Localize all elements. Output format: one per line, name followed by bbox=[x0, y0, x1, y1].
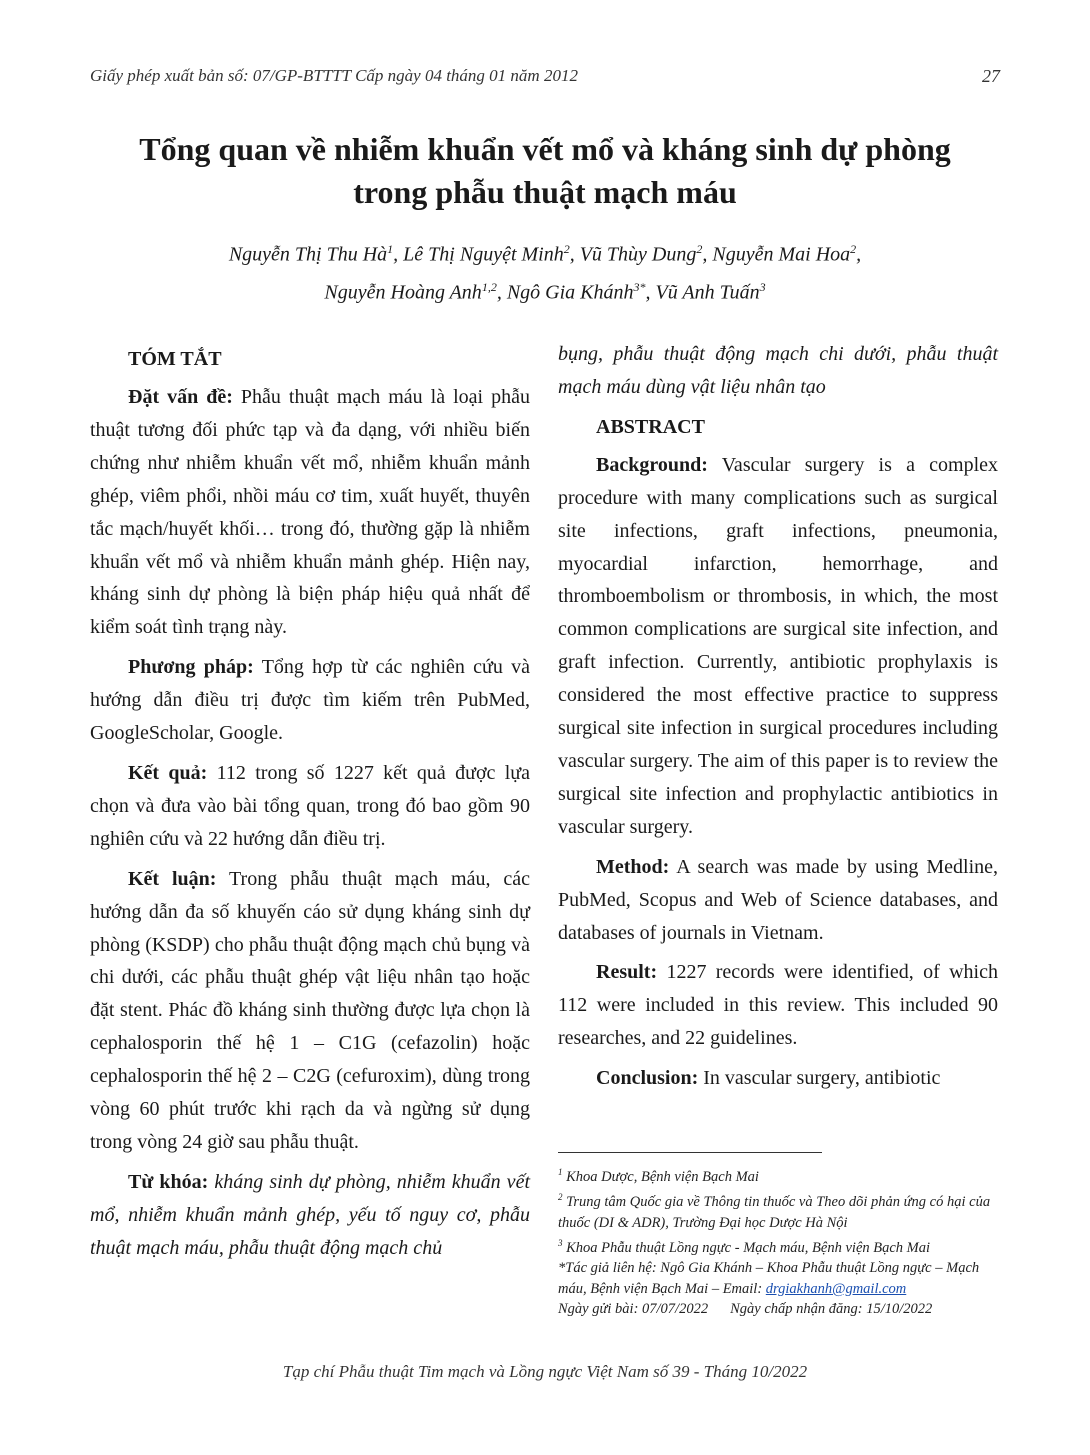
vi-result-text: 112 trong số 1227 kết quả được lựa chọn và đưa vào bài tổng quan, trong đó bao gồm 90 nghiên cứu và 22 hướng dẫn điều trị. bbox=[90, 761, 531, 850]
vi-result-label: Kết quả: bbox=[128, 761, 208, 784]
journal-footer: Tạp chí Phẫu thuật Tim mạch và Lồng ngực Việt Nam số 39 - Tháng 10/2022 bbox=[282, 1362, 808, 1381]
vi-keywords-continued: bụng, phẫu thuật động mạch chi dưới, phẫu thuật mạch máu dùng vật liệu nhân tạo bbox=[558, 343, 998, 398]
footnotes bbox=[558, 1162, 1008, 1320]
footnote-1-text: Khoa Dược, Bệnh viện Bạch Mai bbox=[566, 1168, 759, 1185]
vi-keywords-text: kháng sinh dự phòng, nhiễm khuẩn vết mổ, nhiễm khuẩn mảnh ghép, yếu tố nguy cơ, phẫu thuật mạch máu, phẫu thuật động mạch chủ bbox=[90, 1170, 530, 1259]
author-line-2 bbox=[0, 271, 1090, 309]
en-method-label: Method: bbox=[596, 855, 670, 878]
footnote-3: $^3$ Khoa Phẫu thuật Lồng ngực - Mạch máu, Bệnh viện Bạch Mai bbox=[558, 1238, 931, 1256]
vi-conclusion-label: Kết luận: bbox=[128, 867, 217, 890]
author-name: Vũ Anh Tuấn bbox=[655, 281, 760, 304]
author-affiliation: 3 bbox=[759, 279, 766, 294]
en-conclusion-label: Conclusion: bbox=[596, 1067, 699, 1090]
vi-conclusion-paragraph bbox=[90, 863, 530, 1159]
en-method-text: A search was made by using Medline, PubMed, Scopus and Web of Science databases, and databases of journals in Vietnam. bbox=[558, 855, 998, 944]
author-name: Ngô Gia Khánh bbox=[506, 281, 634, 304]
en-result-paragraph bbox=[558, 956, 998, 1055]
accepted-date: Ngày chấp nhận đăng: 15/10/2022 bbox=[730, 1301, 933, 1318]
title-line-2: trong phẫu thuật mạch máu bbox=[353, 174, 737, 210]
vi-background-text: Phẫu thuật mạch máu là loại phẫu thuật tương đối phức tạp và đa dạng, với nhiều biến chứng như nhiễm khuẩn vết mổ, nhiễm khuẩn mảnh ghép, viêm phổi, nhồi máu cơ tim, xuất huyết, thuyên tắc mạch/huyết khối… trong đó, thường gặp là nhiễm khuẩn vết mổ và nhiễm khuẩn mảnh ghép. Hiện nay, kháng sinh dự phòng là biện pháp hiệu quả nhất để kiểm soát tình trạng này. bbox=[90, 386, 530, 639]
vi-keywords-paragraph bbox=[90, 1166, 530, 1265]
author-affiliation: 2 bbox=[850, 242, 857, 256]
author-separator: , bbox=[856, 243, 862, 266]
page-number: 27 bbox=[982, 66, 1000, 86]
author-affiliation: 1,2 bbox=[481, 279, 497, 294]
en-conclusion-paragraph bbox=[558, 1062, 998, 1095]
author-line-1 bbox=[0, 233, 1090, 271]
vi-method-text: Tổng hợp từ các nghiên cứu và hướng dẫn điều trị được tìm kiếm trên PubMed, GoogleScholar, Google. bbox=[90, 656, 530, 745]
author-list bbox=[0, 233, 1090, 308]
vi-conclusion-text: Trong phẫu thuật mạch máu, các hướng dẫn đa số khuyến cáo sử dụng kháng sinh dự phòng (KSDP) cho phẫu thuật động mạch chủ bụng và chi dưới, các phẫu thuật ghép vật liệu nhân tạo hoặc đặt stent. Phác đồ kháng sinh thường được lựa chọn là cephalosporin thế hệ 1 – C1G (cefazolin) hoặc cephalosporin thế hệ 2 – C2G (cefuroxim), dùng trong vòng 60 phút trước khi rạch da và ngừng sử dụng trong vòng 24 giờ sau phẫu thuật. bbox=[90, 867, 530, 1153]
author-affiliation: 2 bbox=[696, 242, 703, 256]
author-affiliation: 1 bbox=[387, 242, 394, 256]
author-affiliation: 2 bbox=[563, 242, 570, 256]
en-background-text: Vascular surgery is a complex procedure with many complications such as surgical site infections, graft infections, pneumonia, myocardial infarction, hemorrhage, and thromboembolism or thrombosis, in which, the most common complications are surgical site infection, and graft infection. Currently, antibiotic prophylaxis is considered the most effective practice to suppress surgical site infection in surgical procedures including vascular surgery. The aim of this paper is to review the surgical site infection and prophylactic antibiotics in vascular surgery. bbox=[558, 453, 998, 838]
en-background-paragraph bbox=[558, 449, 998, 844]
author-name: Nguyễn Thị Thu Hà bbox=[228, 243, 388, 266]
author-affiliation: 3* bbox=[633, 279, 646, 294]
author-separator: , bbox=[569, 243, 580, 266]
author-separator: , bbox=[702, 243, 713, 266]
footnote-3-text: Khoa Phẫu thuật Lồng ngực - Mạch máu, Bệnh viện Bạch Mai bbox=[566, 1239, 931, 1256]
vi-background-paragraph bbox=[90, 381, 530, 644]
en-abstract-heading: ABSTRACT bbox=[596, 415, 705, 438]
author-name: Lê Thị Nguyệt Minh bbox=[403, 243, 564, 266]
vi-method-label: Phương pháp: bbox=[128, 656, 254, 679]
en-result-text: 1227 records were identified, of which 112 were included in this review. This included 90 researches, and 22 guidelines. bbox=[558, 961, 998, 1050]
vi-keywords-label: Từ khóa: bbox=[128, 1170, 209, 1193]
en-background-label: Background: bbox=[596, 453, 708, 476]
vi-background-label: Đặt vấn đề: bbox=[128, 386, 233, 408]
footnote-1: $^1$ Khoa Dược, Bệnh viện Bạch Mai bbox=[558, 1167, 759, 1185]
author-name: Nguyễn Hoàng Anh bbox=[324, 281, 482, 304]
journal-license-header: Giấy phép xuất bản số: 07/GP-BTTTT Cấp ngày 04 tháng 01 năm 2012 bbox=[90, 66, 578, 85]
author-separator: , bbox=[645, 281, 656, 304]
author-name: Nguyễn Mai Hoa bbox=[712, 243, 851, 266]
en-method-paragraph bbox=[558, 851, 998, 950]
en-conclusion-text: In vascular surgery, antibiotic bbox=[698, 1067, 941, 1090]
corresponding-author-note bbox=[558, 1258, 1008, 1299]
author-separator: , bbox=[496, 281, 507, 304]
en-result-label: Result: bbox=[596, 961, 658, 984]
footnote-2-text: Trung tâm Quốc gia về Thông tin thuốc và Theo dõi phản ứng có hại của thuốc (DI & ADR), Trường Đại học Dược Hà Nội bbox=[558, 1194, 991, 1231]
vi-result-paragraph bbox=[90, 757, 530, 856]
vi-method-paragraph bbox=[90, 651, 530, 750]
vi-abstract-heading: TÓM TẮT bbox=[128, 348, 222, 370]
submission-dates bbox=[558, 1299, 1008, 1320]
footnote-2: $^2$ Trung tâm Quốc gia về Thông tin thuốc và Theo dõi phản ứng có hại của thuốc (DI & ADR), Trường Đại học Dược Hà Nội bbox=[558, 1192, 991, 1231]
footnote-divider bbox=[558, 1152, 822, 1153]
english-abstract-column bbox=[558, 338, 998, 1102]
article-title bbox=[0, 128, 1090, 214]
author-separator: , bbox=[393, 243, 404, 266]
title-line-1: Tổng quan về nhiễm khuẩn vết mổ và kháng sinh dự phòng bbox=[139, 131, 951, 167]
author-name: Vũ Thùy Dung bbox=[579, 243, 697, 266]
vietnamese-abstract-column bbox=[90, 340, 530, 1272]
email-link[interactable]: drgiakhanh@gmail.com bbox=[765, 1280, 907, 1297]
received-date: Ngày gửi bài: 07/07/2022 bbox=[558, 1301, 709, 1318]
corresponding-author-text: *Tác giả liên hệ: Ngô Gia Khánh – Khoa Phẫu thuật Lồng ngực – Mạch máu, Bệnh viện Bạch Mai – Email: bbox=[558, 1260, 980, 1297]
